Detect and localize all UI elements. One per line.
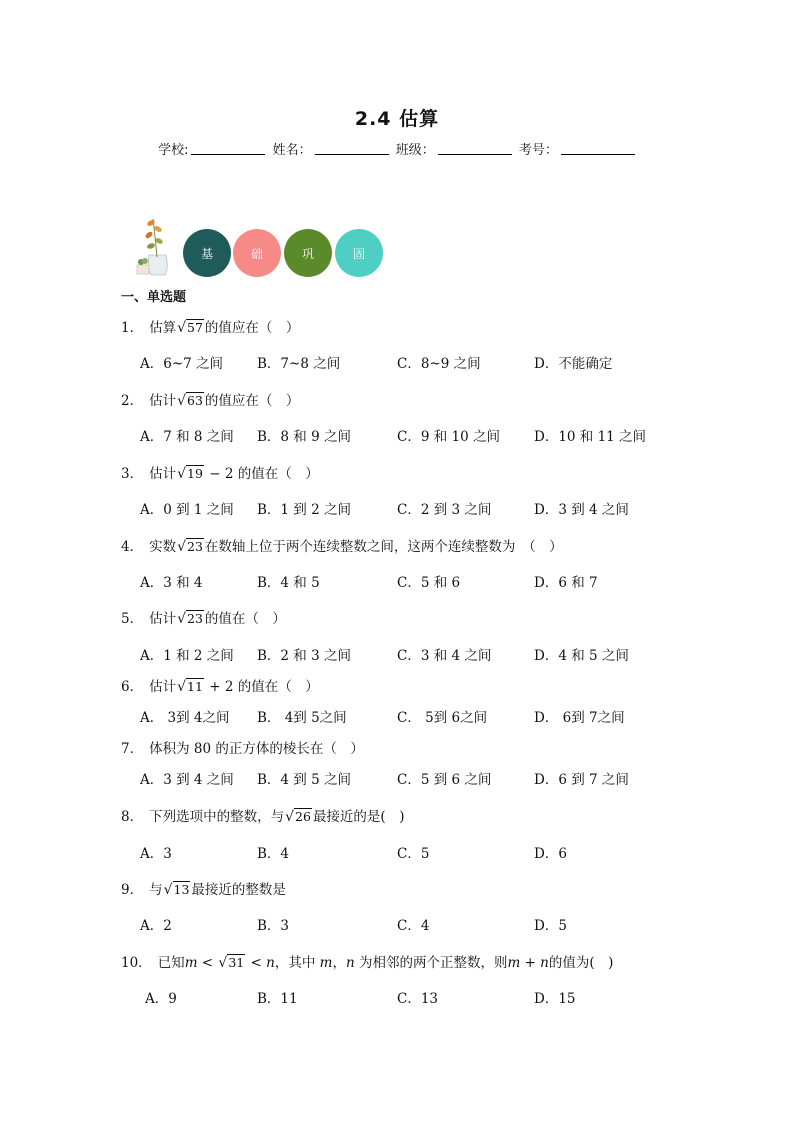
option-a[interactable]: A．7 和 8 之间 (140, 429, 234, 445)
section-title: 一、单选题 (121, 290, 187, 305)
option-a[interactable]: A． 3到 4之间 (140, 710, 230, 726)
name-label: 姓名： (272, 143, 312, 158)
question-4: 4． 实数√23 在数轴上位于两个连续整数之间，这两个连续整数为 （ ） (121, 539, 563, 555)
exam-number-blank[interactable] (561, 142, 635, 155)
name-blank[interactable] (315, 142, 389, 155)
option-c[interactable]: C．5 到 6 之间 (397, 772, 492, 788)
option-c[interactable]: C．4 (397, 918, 430, 934)
option-a[interactable]: A．3 到 4 之间 (140, 772, 234, 788)
option-d[interactable]: D． 6到 7之间 (534, 710, 625, 726)
option-d[interactable]: D．3 到 4 之间 (534, 502, 629, 518)
question-1: 1． 估算√57 的值应在（ ） (121, 320, 300, 336)
option-d[interactable]: D．4 和 5 之间 (534, 648, 629, 664)
option-d[interactable]: D．5 (534, 918, 567, 934)
option-b[interactable]: B．4 和 5 (257, 575, 320, 591)
badge-gong: 巩 (284, 229, 332, 277)
option-b[interactable]: B．7~8 之间 (257, 356, 341, 372)
options-5 (140, 644, 700, 664)
exam-number-label: 考号： (518, 143, 558, 158)
option-c[interactable]: C．9 和 10 之间 (397, 429, 500, 445)
student-info-line (0, 139, 794, 158)
option-c[interactable]: C．13 (397, 991, 439, 1007)
options-8 (140, 842, 700, 862)
page-title: 2.4 估算 (354, 108, 440, 130)
option-d[interactable]: D．6 (534, 846, 567, 862)
option-c[interactable]: C．2 到 3 之间 (397, 502, 492, 518)
option-a[interactable]: A．3 和 4 (140, 575, 203, 591)
option-a[interactable]: A．3 (140, 846, 172, 862)
option-c[interactable]: C．5 (397, 846, 430, 862)
option-a[interactable]: A．1 和 2 之间 (140, 648, 234, 664)
option-b[interactable]: B．2 和 3 之间 (257, 648, 351, 664)
question-10: 10． 已知m < √31 < n，其中 m，n 为相邻的两个正整数，则m + n的值为( ) (121, 955, 614, 971)
question-7: 7． 体积为 80 的正方体的棱长在（ ） (121, 741, 364, 757)
option-d[interactable]: D．15 (534, 991, 576, 1007)
class-label: 班级： (395, 143, 435, 158)
options-6 (140, 706, 700, 726)
question-9: 9． 与√13 最接近的整数是 (121, 882, 286, 898)
option-d[interactable]: D．10 和 11 之间 (534, 429, 647, 445)
badge-gu: 固 (335, 229, 383, 277)
option-d[interactable]: D．6 和 7 (534, 575, 598, 591)
option-b[interactable]: B．1 到 2 之间 (257, 502, 351, 518)
option-b[interactable]: B．3 (257, 918, 290, 934)
sqrt-expression: √11 (177, 679, 203, 695)
plant-vase-icon (135, 215, 177, 277)
options-2 (140, 425, 700, 445)
option-a[interactable]: A．6~7 之间 (140, 356, 224, 372)
option-c[interactable]: C．5 和 6 (397, 575, 461, 591)
sqrt-expression: √19 (177, 466, 203, 482)
options-10 (145, 987, 705, 1007)
sqrt-expression: √26 (285, 809, 311, 825)
sqrt-expression: √23 (177, 611, 203, 627)
options-1 (140, 352, 700, 372)
question-2: 2． 估计√63 的值应在（ ） (121, 393, 300, 409)
option-a[interactable]: A．0 到 1 之间 (140, 502, 234, 518)
option-c[interactable]: C． 5到 6之间 (397, 710, 488, 726)
sqrt-expression: √57 (177, 320, 203, 336)
options-4 (140, 571, 700, 591)
sqrt-expression: √63 (177, 393, 203, 409)
class-blank[interactable] (438, 142, 512, 155)
option-d[interactable]: D．不能确定 (534, 356, 613, 372)
option-b[interactable]: B．11 (257, 991, 298, 1007)
question-5: 5． 估计√23 的值在（ ） (121, 611, 286, 627)
badge-ji: 基 (183, 229, 231, 277)
option-b[interactable]: B．8 和 9 之间 (257, 429, 351, 445)
option-b[interactable]: B．4 (257, 846, 290, 862)
option-b[interactable]: B． 4到 5之间 (257, 710, 347, 726)
options-9 (140, 914, 700, 934)
options-7 (140, 768, 700, 788)
option-a[interactable]: A．9 (145, 991, 177, 1007)
question-6: 6． 估计√11 + 2 的值在（ ） (121, 679, 319, 695)
options-3 (140, 498, 700, 518)
badge-chu: 础 (233, 229, 281, 277)
sqrt-expression: √13 (163, 882, 190, 898)
option-d[interactable]: D．6 到 7 之间 (534, 772, 629, 788)
sqrt-expression: √31 (218, 955, 245, 971)
option-c[interactable]: C．8~9 之间 (397, 356, 481, 372)
sqrt-expression: √23 (177, 539, 203, 555)
option-a[interactable]: A．2 (140, 918, 172, 934)
question-3: 3． 估计√19 − 2 的值在（ ） (121, 466, 319, 482)
school-label: 学校: (158, 143, 189, 158)
option-c[interactable]: C．3 和 4 之间 (397, 648, 492, 664)
school-blank[interactable] (191, 142, 265, 155)
question-8: 8． 下列选项中的整数，与√26 最接近的是( ) (121, 809, 405, 825)
option-b[interactable]: B．4 到 5 之间 (257, 772, 351, 788)
